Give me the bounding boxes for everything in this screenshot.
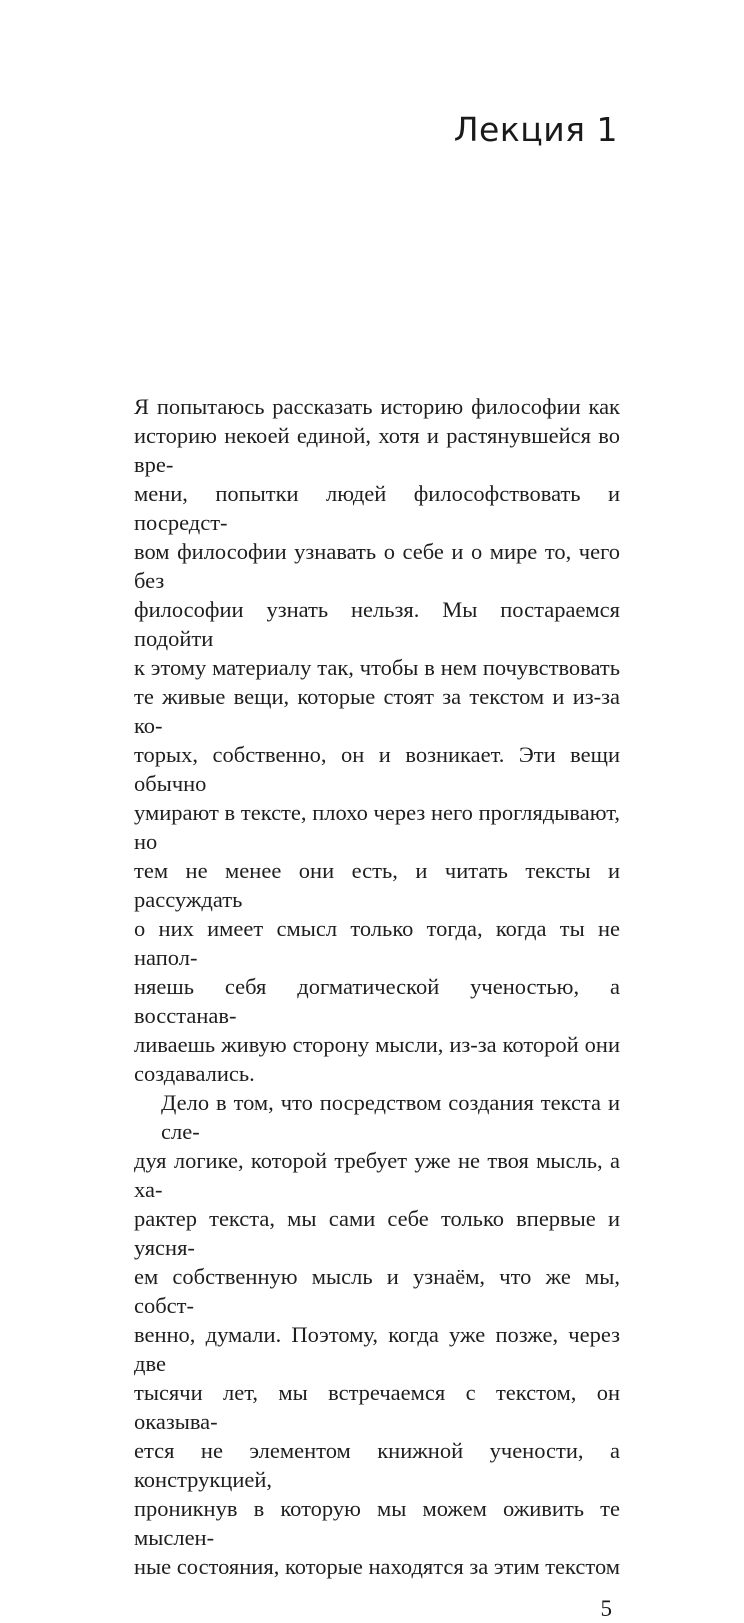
text-line: Дело в том, что посредством создания текста и сле- bbox=[161, 1090, 620, 1144]
text-line: те живые вещи, которые стоят за текстом и из-за ко- bbox=[134, 684, 620, 738]
text-line: дуя логике, которой требует уже не твоя мысль, а ха- bbox=[134, 1148, 620, 1202]
text-line: торых, собственно, он и возникает. Эти вещи обычно bbox=[134, 742, 620, 796]
text-line: ные состояния, которые находятся за этим текстом bbox=[134, 1554, 621, 1579]
text-line: няешь себя догматической ученостью, а восстанав- bbox=[134, 974, 620, 1028]
text-line: вом философии узнавать о себе и о мире то, чего без bbox=[134, 539, 620, 593]
text-line: создавались. bbox=[134, 1061, 255, 1086]
paragraph-2 bbox=[134, 1088, 620, 1581]
text-line: историю некоей единой, хотя и растянувшейся во вре- bbox=[134, 423, 620, 477]
text-line: к этому материалу так, чтобы в нем почувствовать bbox=[134, 655, 620, 680]
text-line: ем собственную мысль и узнаём, что же мы, собст- bbox=[134, 1264, 620, 1318]
text-line: Я попытаюсь рассказать историю философии как bbox=[134, 394, 620, 419]
text-line: ется не элементом книжной учености, а конструкцией, bbox=[134, 1438, 620, 1492]
chapter-title: Лекция 1 bbox=[453, 110, 618, 149]
paragraph-1 bbox=[134, 392, 620, 1088]
text-line: ливаешь живую сторону мысли, из-за которой они bbox=[134, 1032, 620, 1057]
text-line: проникнув в которую мы можем оживить те мыслен- bbox=[134, 1496, 620, 1550]
text-line: философии узнать нельзя. Мы постараемся подойти bbox=[134, 597, 620, 651]
text-line: тысячи лет, мы встречаемся с текстом, он оказыва- bbox=[134, 1380, 620, 1434]
text-line: венно, думали. Поэтому, когда уже позже, через две bbox=[134, 1322, 620, 1376]
page-number: 5 bbox=[600, 1596, 612, 1621]
text-line: рактер текста, мы сами себе только впервые и уясня- bbox=[134, 1206, 620, 1260]
body-text bbox=[134, 392, 620, 1581]
text-line: умирают в тексте, плохо через него проглядывают, но bbox=[134, 800, 620, 854]
text-line: тем не менее они есть, и читать тексты и рассуждать bbox=[134, 858, 620, 912]
text-line: о них имеет смысл только тогда, когда ты не напол- bbox=[134, 916, 620, 970]
page-content bbox=[134, 392, 620, 1623]
text-line: мени, попытки людей философствовать и посредст- bbox=[134, 481, 620, 535]
